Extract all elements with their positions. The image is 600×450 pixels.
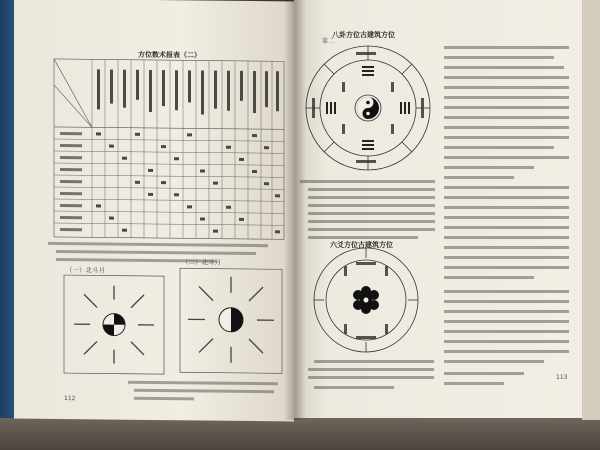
figure-2-center-disc xyxy=(219,308,243,332)
book-gutter-shadow xyxy=(284,0,306,420)
figure-2-label: （二）北斗月 xyxy=(182,258,221,267)
flower-figure-title: 六爻方位古建筑方位 xyxy=(330,240,393,249)
table-cell-marks xyxy=(60,132,82,231)
table-cell-dots xyxy=(96,132,280,233)
right-page xyxy=(294,0,584,418)
right-page-drawing xyxy=(294,0,584,418)
right-text-column xyxy=(444,46,569,385)
table-surface xyxy=(0,418,600,450)
table-header-marks xyxy=(97,69,279,115)
running-header: 第二 xyxy=(322,38,335,45)
right-bottom-left-lines xyxy=(308,360,434,389)
bagua-center-yinyang xyxy=(357,97,379,119)
flower-center-shape xyxy=(353,286,379,314)
left-page-drawing xyxy=(14,0,294,421)
figure-1-label: （一）北斗月 xyxy=(66,266,105,275)
left-paragraph-lines xyxy=(48,242,268,263)
page-stack-edge xyxy=(582,0,600,420)
bagua-figure-title: 八卦方位古建筑方位 xyxy=(332,30,395,39)
left-page xyxy=(14,0,294,421)
figure-1-center-disc xyxy=(103,313,125,335)
right-left-column-lines xyxy=(300,180,435,239)
left-caption-lines xyxy=(128,381,278,402)
table-title: 方位数术报表（二） xyxy=(138,49,201,60)
left-page-number: 112 xyxy=(64,395,76,403)
table-horizontal-lines xyxy=(54,139,284,225)
right-page-number: 113 xyxy=(556,374,568,381)
